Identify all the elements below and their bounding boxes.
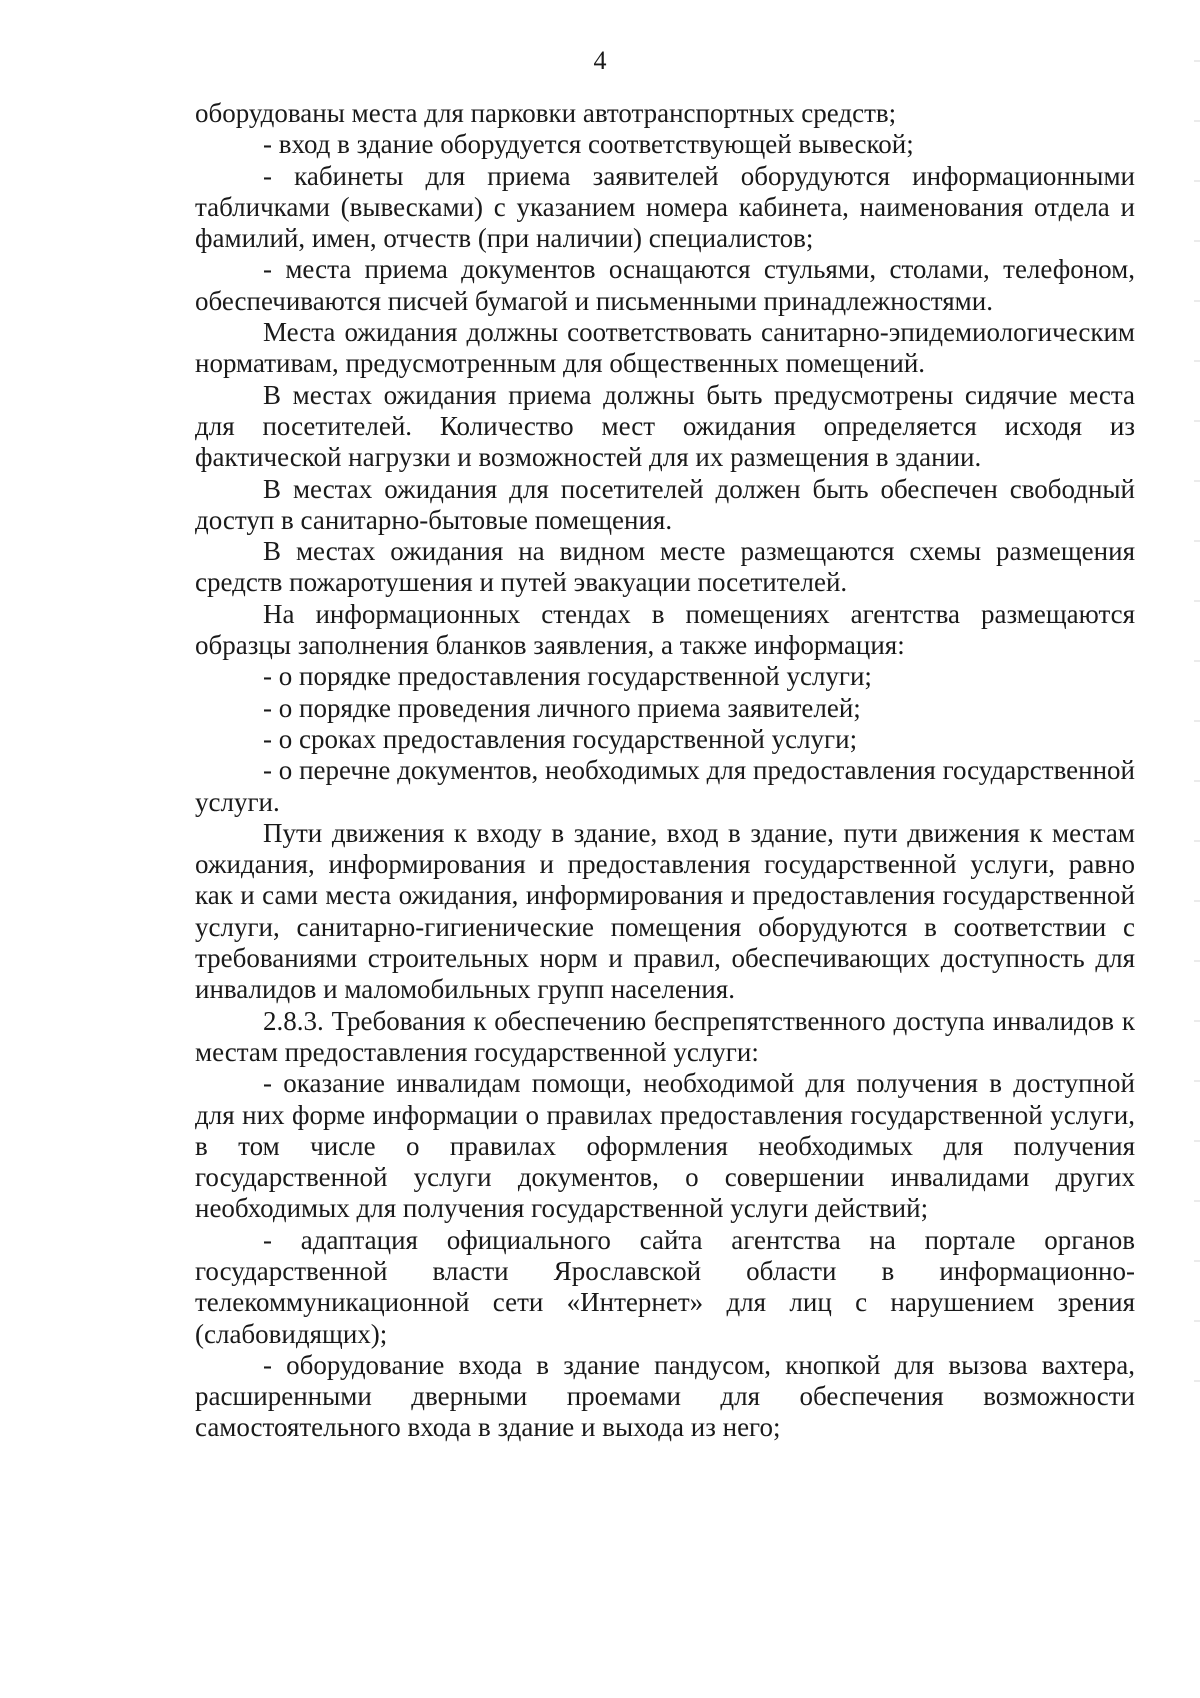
document-body	[195, 98, 1135, 1444]
list-item: - о порядке проведения личного приема заявителей;	[263, 692, 861, 723]
page-number: 4	[593, 46, 607, 75]
section-paragraph: 2.8.3. Требования к обеспечению беспрепятственного доступа инвалидов к местам предоставления государственной услуги:	[195, 1005, 1135, 1067]
list-item: - места приема документов оснащаются стульями, столами, телефоном, обеспечиваются писчей бумагой и письменными принадлежностями.	[195, 254, 1135, 316]
scan-edge-marks	[1194, 60, 1200, 1410]
list-item: - оказание инвалидам помощи, необходимой для получения в доступной для них форме информации о правилах предоставления государственной услуги, в том числе о правилах оформления необходимых для получения государственной услуги документов, о совершении инвалидами других необходимых для получения государственной услуги действий;	[195, 1068, 1135, 1224]
list-item: - кабинеты для приема заявителей оборудуются информационными табличками (вывесками) с указанием номера кабинета, наименования отдела и фамилий, имен, отчеств (при наличии) специалистов;	[195, 160, 1135, 254]
paragraph: Пути движения к входу в здание, вход в здание, пути движения к местам ожидания, информирования и предоставления государственной услуги, равно как и сами места ожидания, информирования и предоставления государственной услуги, санитарно-гигиенические помещения оборудуются в соответствии с требованиями строительных норм и правил, обеспечивающих доступность для инвалидов и маломобильных групп населения.	[195, 817, 1135, 1005]
list-item: - о порядке предоставления государственной услуги;	[263, 661, 872, 692]
list-item: - о перечне документов, необходимых для предоставления государственной услуги.	[195, 755, 1135, 817]
paragraph: Места ожидания должны соответствовать санитарно-эпидемиологическим нормативам, предусмотренным для общественных помещений.	[195, 317, 1135, 379]
list-item: - адаптация официального сайта агентства на портале органов государственной власти Ярославской области в информационно-телекоммуникационной сети «Интернет» для лиц с нарушением зрения (слабовидящих);	[195, 1224, 1135, 1349]
paragraph: В местах ожидания для посетителей должен быть обеспечен свободный доступ в санитарно-бытовые помещения.	[195, 473, 1135, 535]
list-item: - вход в здание оборудуется соответствующей вывеской;	[263, 129, 914, 160]
paragraph: В местах ожидания на видном месте размещаются схемы размещения средств пожаротушения и путей эвакуации посетителей.	[195, 536, 1135, 598]
paragraph: В местах ожидания приема должны быть предусмотрены сидячие места для посетителей. Количество мест ожидания определяется исходя из фактической нагрузки и возможностей для их размещения в здании.	[195, 379, 1135, 473]
paragraph: На информационных стендах в помещениях агентства размещаются образцы заполнения бланков заявления, а также информация:	[195, 598, 1135, 661]
list-item: - оборудование входа в здание пандусом, кнопкой для вызова вахтера, расширенными дверными проемами для обеспечения возможности самостоятельного входа в здание и выхода из него;	[195, 1349, 1135, 1443]
list-item: - о сроках предоставления государственной услуги;	[263, 723, 858, 754]
paragraph: оборудованы места для парковки автотранспортных средств;	[195, 98, 897, 128]
